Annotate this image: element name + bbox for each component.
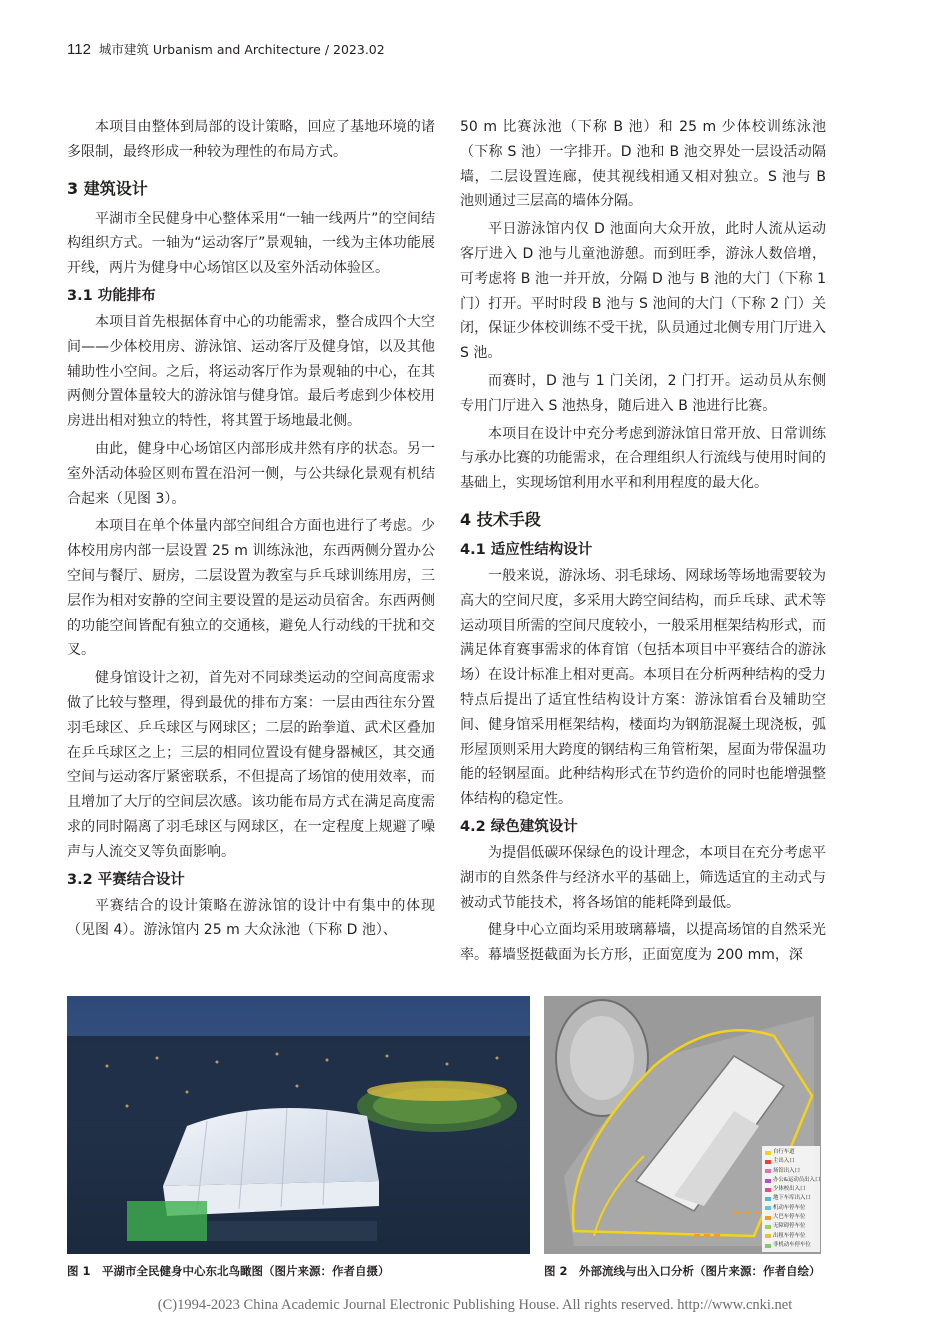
- legend-item: [765, 1222, 821, 1231]
- paragraph: 健身中心立面均采用玻璃幕墙，以提高场馆的自然采光率。幕墙竖挺截面为长方形，正面宽度为 200 mm，深: [460, 922, 826, 964]
- paragraph: 为提倡低碳环保绿色的设计理念，本项目在充分考虑平湖市的自然条件与经济水平的基础上，筛选适宜的主动式与被动式节能技术，将各场馆的能耗降到最低。: [460, 844, 826, 911]
- paragraph: 本项目在单个体量内部空间组合方面也进行了考虑。少体校用房内部一层设置 25 m 训练泳池，东西两侧分置办公空间与餐厅、厨房，二层设置为教室与乒乓球训练用房，三层作为相对安静的空间主要设置的是运动员宿舍。东西两侧的功能空间皆配有独立的交通核，避免人行动线的干扰和交叉。: [67, 518, 435, 659]
- legend-swatch: [765, 1179, 771, 1183]
- legend-label: 自行车道: [773, 1149, 795, 1155]
- legend-item: [765, 1157, 821, 1166]
- figure-2-caption: 图 2 外部流线与出入口分析（图片来源：作者自绘）: [544, 1264, 821, 1278]
- subsection-heading-4-2: 4.2 绿色建筑设计: [460, 818, 578, 835]
- subsection-heading-4-1: 4.1 适应性结构设计: [460, 541, 593, 558]
- paragraph: 本项目在设计中充分考虑到游泳馆日常开放、日常训练与承办比赛的功能需求，在合理组织人行流线与使用时间的基础上，实现场馆利用水平和利用程度的最大化。: [460, 425, 826, 492]
- legend-label: 地下车库出入口: [773, 1195, 811, 1202]
- running-header: [67, 40, 385, 62]
- paragraph: 平赛结合的设计策略在游泳馆的设计中有集中的体现（见图 4）。游泳馆内 25 m 大众泳池（下称 D 池）、: [67, 897, 435, 939]
- paragraph: 平湖市全民健身中心整体采用“一轴一线两片”的空间结构组织方式。一轴为“运动客厅”景观轴，一线为主体功能展开线，两片为健身中心场馆区以及室外活动体验区。: [67, 210, 435, 277]
- section-heading-4: 4 技术手段: [460, 509, 541, 529]
- paragraph: 健身馆设计之初，首先对不同球类运动的空间高度需求做了比较与整理，得到最优的排布方案：一层由西往东分置羽毛球区、乒乓球区与网球区；二层的跆拳道、武术区叠加在乒乓球区之上；三层的相同位置设有健身器械区，其交通空间与运动客厅紧密联系，不但提高了场馆的使用效率，而且增加了大厅的空间层次感。该功能布局方式在满足高度需求的同时隔离了羽毛球区与网球区，在一定程度上规避了噪声与人流交叉等负面影响。: [67, 670, 435, 860]
- paragraph: 平日游泳馆内仅 D 池面向大众开放，此时人流从运动客厅进入 D 池与儿童池游憩。而到旺季，游泳人数倍增，可考虑将 B 池一并开放，分隔 D 池与 B 池的大门（下称 1 门）打开。平时时段 B 池与 S 池间的大门（下称 2 门）关闭，保证少体校训练不受干扰，队员通过北侧专用门厅进入 S 池。: [460, 221, 826, 362]
- legend-item: [765, 1194, 821, 1203]
- legend-label: 办公&运动员出入口: [773, 1176, 821, 1183]
- paragraph: 本项目由整体到局部的设计策略，回应了基地环境的诸多限制，最终形成一种较为理性的布局方式。: [67, 119, 435, 160]
- legend-item: [765, 1232, 821, 1241]
- legend-item: [765, 1148, 821, 1157]
- legend-swatch: [765, 1169, 771, 1173]
- legend-label: 出租车停车位: [773, 1232, 806, 1239]
- legend-item: [765, 1176, 821, 1185]
- legend-swatch: [765, 1216, 771, 1220]
- left-column: [67, 115, 435, 946]
- legend-label: 无障碍停车位: [773, 1223, 806, 1230]
- paragraph: 本项目首先根据体育中心的功能需求，整合成四个大空间——少体校用房、游泳馆、运动客厅及健身馆，以及其他辅助性小空间。之后，将运动客厅作为景观轴的中心，在其两侧分置体量较大的游泳馆与健身馆。最后考虑到少体校用房进出相对独立的特性，将其置于场地最北侧。: [67, 313, 435, 430]
- figure-2-legend: [765, 1148, 821, 1250]
- legend-swatch: [765, 1225, 771, 1229]
- copyright-footer: (C)1994-2023 China Academic Journal Electronic Publishing House. All rights reserved. http://www.cnki.net: [157, 1297, 793, 1313]
- legend-swatch: [765, 1244, 771, 1248]
- legend-item: [765, 1167, 821, 1176]
- subsection-heading-3-2: 3.2 平赛结合设计: [67, 871, 185, 888]
- section-heading-3: 3 建筑设计: [67, 178, 148, 198]
- legend-label: 大巴车停车位: [773, 1214, 806, 1221]
- paragraph: 50 m 比赛泳池（下称 B 池）和 25 m 少体校训练泳池（下称 S 池）一字排开。D 池和 B 池交界处一层设活动隔墙，二层设置连廊，使其视线相通又相对独立。S 池与 B 池则通过三层高的墙体分隔。: [460, 119, 826, 210]
- legend-swatch: [765, 1151, 771, 1155]
- figure-1-caption: 图 1 平湖市全民健身中心东北鸟瞰图（图片来源：作者自摄）: [67, 1264, 390, 1278]
- legend-swatch: [765, 1160, 771, 1164]
- legend-label: 主出入口: [773, 1158, 795, 1165]
- legend-label: 非机动车停车位: [773, 1241, 811, 1248]
- legend-item: [765, 1204, 821, 1213]
- legend-label: 机动车停车位: [773, 1204, 806, 1211]
- journal-name: 城市建筑 Urbanism and Architecture / 2023.02: [98, 42, 385, 57]
- paragraph: 而赛时，D 池与 1 门关闭，2 门打开。运动员从东侧专用门厅进入 S 池热身，随后进入 B 池进行比赛。: [460, 372, 826, 414]
- legend-swatch: [765, 1188, 771, 1192]
- legend-swatch: [765, 1197, 771, 1201]
- subsection-heading-3-1: 3.1 功能排布: [67, 287, 156, 304]
- paragraph: 由此，健身中心场馆区内部形成井然有序的状态。另一室外活动体验区则布置在沿河一侧，与公共绿化景观有机结合起来（见图 3）。: [67, 440, 435, 507]
- legend-item: [765, 1241, 821, 1250]
- legend-item: [765, 1185, 821, 1194]
- figure-2-site-plan: [544, 996, 821, 1254]
- right-column: [460, 115, 826, 971]
- legend-swatch: [765, 1234, 771, 1238]
- paragraph: 一般来说，游泳场、羽毛球场、网球场等场地需要较为高大的空间尺度，多采用大跨空间结构，而乒乓球、武术等运动项目所需的空间尺度较小，一般采用框架结构形式，而满足体育赛事需求的体育馆（包括本项目中平赛结合的游泳场）在设计标准上相对更高。本项目在分析两种结构的受力特点后提出了适宜性结构设计方案：游泳馆看台及辅助空间、健身馆采用框架结构，楼面均为钢筋混凝土现浇板，弧形屋顶则采用大跨度的钢结构三角管桁架，屋面为带保温功能的轻钢屋面。此种结构形式在节约造价的同时也能增强整体结构的稳定性。: [460, 567, 826, 808]
- legend-label: 少体校出入口: [773, 1186, 806, 1193]
- legend-item: [765, 1213, 821, 1222]
- page-number: 112: [67, 41, 91, 58]
- legend-label: 场馆出入口: [773, 1167, 800, 1174]
- figure-1-aerial-photo: [67, 996, 530, 1254]
- legend-swatch: [765, 1206, 771, 1210]
